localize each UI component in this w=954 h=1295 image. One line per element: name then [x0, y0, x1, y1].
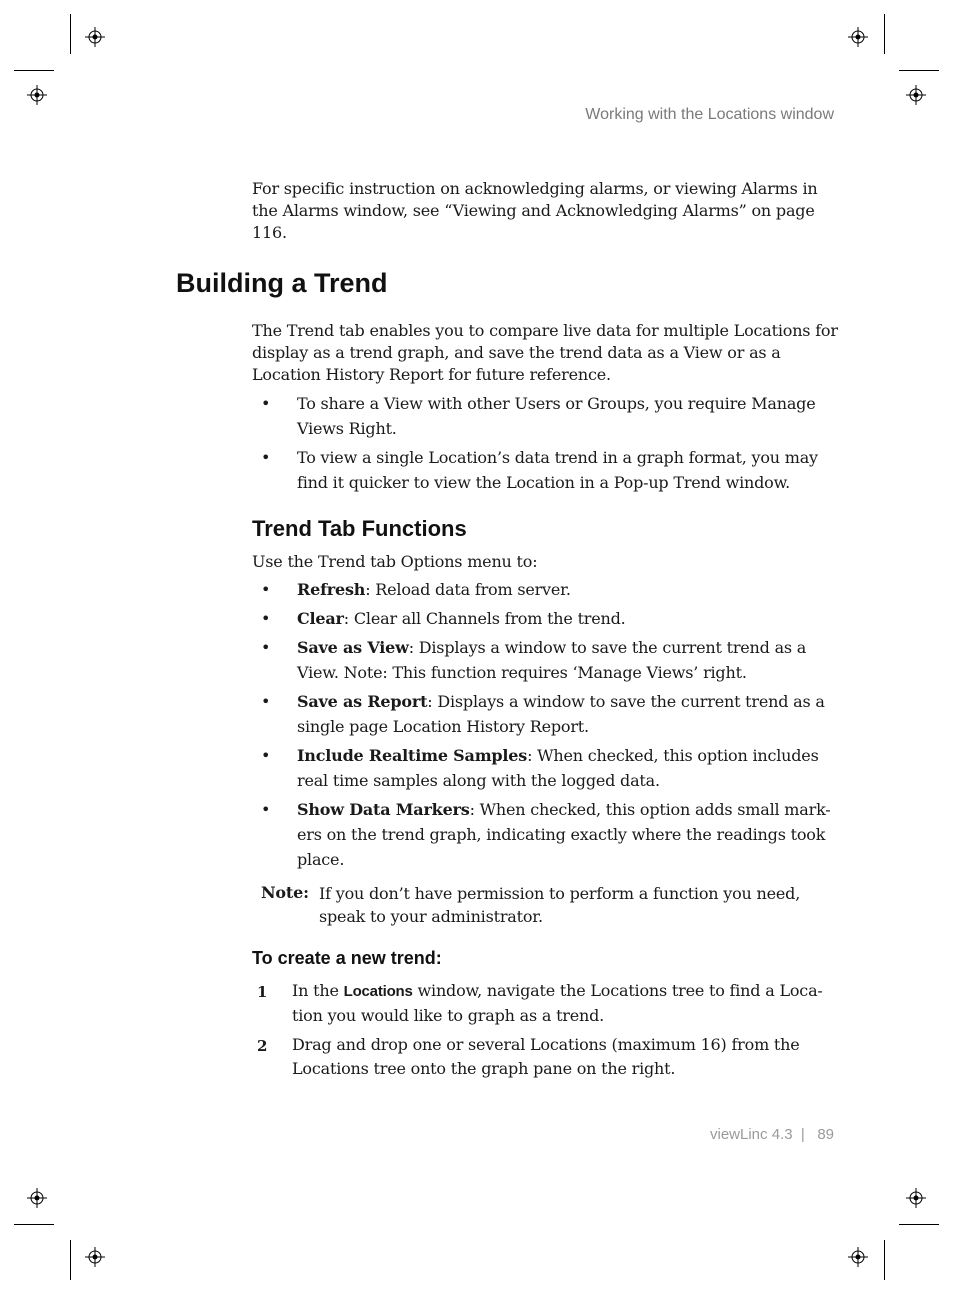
crop-mark [14, 1224, 54, 1225]
registration-mark-icon [848, 1247, 868, 1267]
function-term: Save as Report [297, 692, 428, 711]
section-bullet: To share a View with other Users or Groups, you require Manage Views Right. [297, 394, 816, 438]
function-item [297, 689, 842, 739]
registration-mark-icon [848, 27, 868, 47]
function-desc: : Displays a window to save the current trend as a single page Location History Report. [297, 692, 825, 736]
crop-mark [70, 1240, 71, 1280]
registration-mark-icon [906, 1188, 926, 1208]
registration-mark-icon [27, 85, 47, 105]
running-header: Working with the Locations window [585, 106, 834, 123]
note-label: Note: [261, 883, 309, 902]
step-text-pre: In the [292, 981, 344, 1000]
bullet-glyph: • [261, 638, 271, 657]
function-desc: : Displays a window to save the current trend as a View. Note: This function requires ‘Manage Views’ right. [297, 638, 807, 682]
section-body: The Trend tab enables you to compare live data for multiple Locations for display as a trend graph, and save the trend data as a View or as a Location History Report for future reference. [252, 321, 838, 384]
function-item [297, 577, 842, 602]
page-number: 89 [817, 1126, 834, 1143]
crop-mark [14, 70, 54, 71]
function-term: Clear [297, 609, 344, 628]
function-term: Refresh [297, 580, 366, 599]
bullet-glyph: • [261, 394, 271, 413]
bullet-glyph: • [261, 800, 271, 819]
step-text-post: window, navigate the Locations tree to find a Loca-tion you would like to graph as a trend. [292, 981, 823, 1025]
section-bullet: To view a single Location’s data trend in a graph format, you may find it quicker to view the Location in a Pop-up Trend window. [297, 448, 818, 492]
crop-mark [899, 1224, 939, 1225]
bullet-glyph: • [261, 448, 271, 467]
section-title: Building a Trend [176, 268, 388, 298]
function-term: Save as View [297, 638, 409, 657]
function-desc: : Clear all Channels from the trend. [343, 609, 626, 628]
bullet-glyph: • [261, 692, 271, 711]
page-footer [600, 1126, 834, 1143]
function-desc: : When checked, this option adds small mark-ers on the trend graph, indicating exactly where the readings took place. [297, 800, 831, 869]
bullet-glyph: • [261, 580, 271, 599]
registration-mark-icon [27, 1188, 47, 1208]
crop-mark [899, 70, 939, 71]
step-number: 1 [257, 983, 268, 1001]
intro-paragraph: For specific instruction on acknowledging alarms, or viewing Alarms in the Alarms window, see “Viewing and Acknowledging Alarms” on page 116. [252, 179, 818, 242]
function-desc: : Reload data from server. [365, 580, 571, 599]
bullet-glyph: • [261, 609, 271, 628]
registration-mark-icon [85, 27, 105, 47]
step-number: 2 [257, 1037, 268, 1055]
function-item [297, 635, 842, 685]
function-desc: : When checked, this option includes real time samples along with the logged data. [297, 746, 819, 790]
subsection-title: Trend Tab Functions [252, 516, 467, 541]
footer-product: viewLinc 4.3 [710, 1126, 793, 1143]
function-item [297, 743, 842, 793]
note-text: If you don’t have permission to perform a function you need, speak to your administrator. [319, 884, 801, 926]
crop-mark [70, 14, 71, 54]
ui-label-locations: Locations [343, 983, 413, 1000]
bullet-glyph: • [261, 746, 271, 765]
registration-mark-icon [85, 1247, 105, 1267]
function-term: Include Realtime Samples [297, 746, 528, 765]
function-item [297, 606, 842, 631]
crop-mark [884, 1240, 885, 1280]
crop-mark [884, 14, 885, 54]
footer-separator: | [800, 1126, 805, 1143]
function-term: Show Data Markers [297, 800, 470, 819]
step-text [292, 1033, 842, 1081]
procedure-title: To create a new trend: [252, 948, 442, 968]
step-text [292, 979, 842, 1028]
function-item [297, 797, 842, 872]
step-text-pre: Drag and drop one or several Locations (maximum 16) from the Locations tree onto the graph pane on the right. [292, 1035, 800, 1078]
registration-mark-icon [906, 85, 926, 105]
subsection-lead: Use the Trend tab Options menu to: [252, 552, 538, 571]
